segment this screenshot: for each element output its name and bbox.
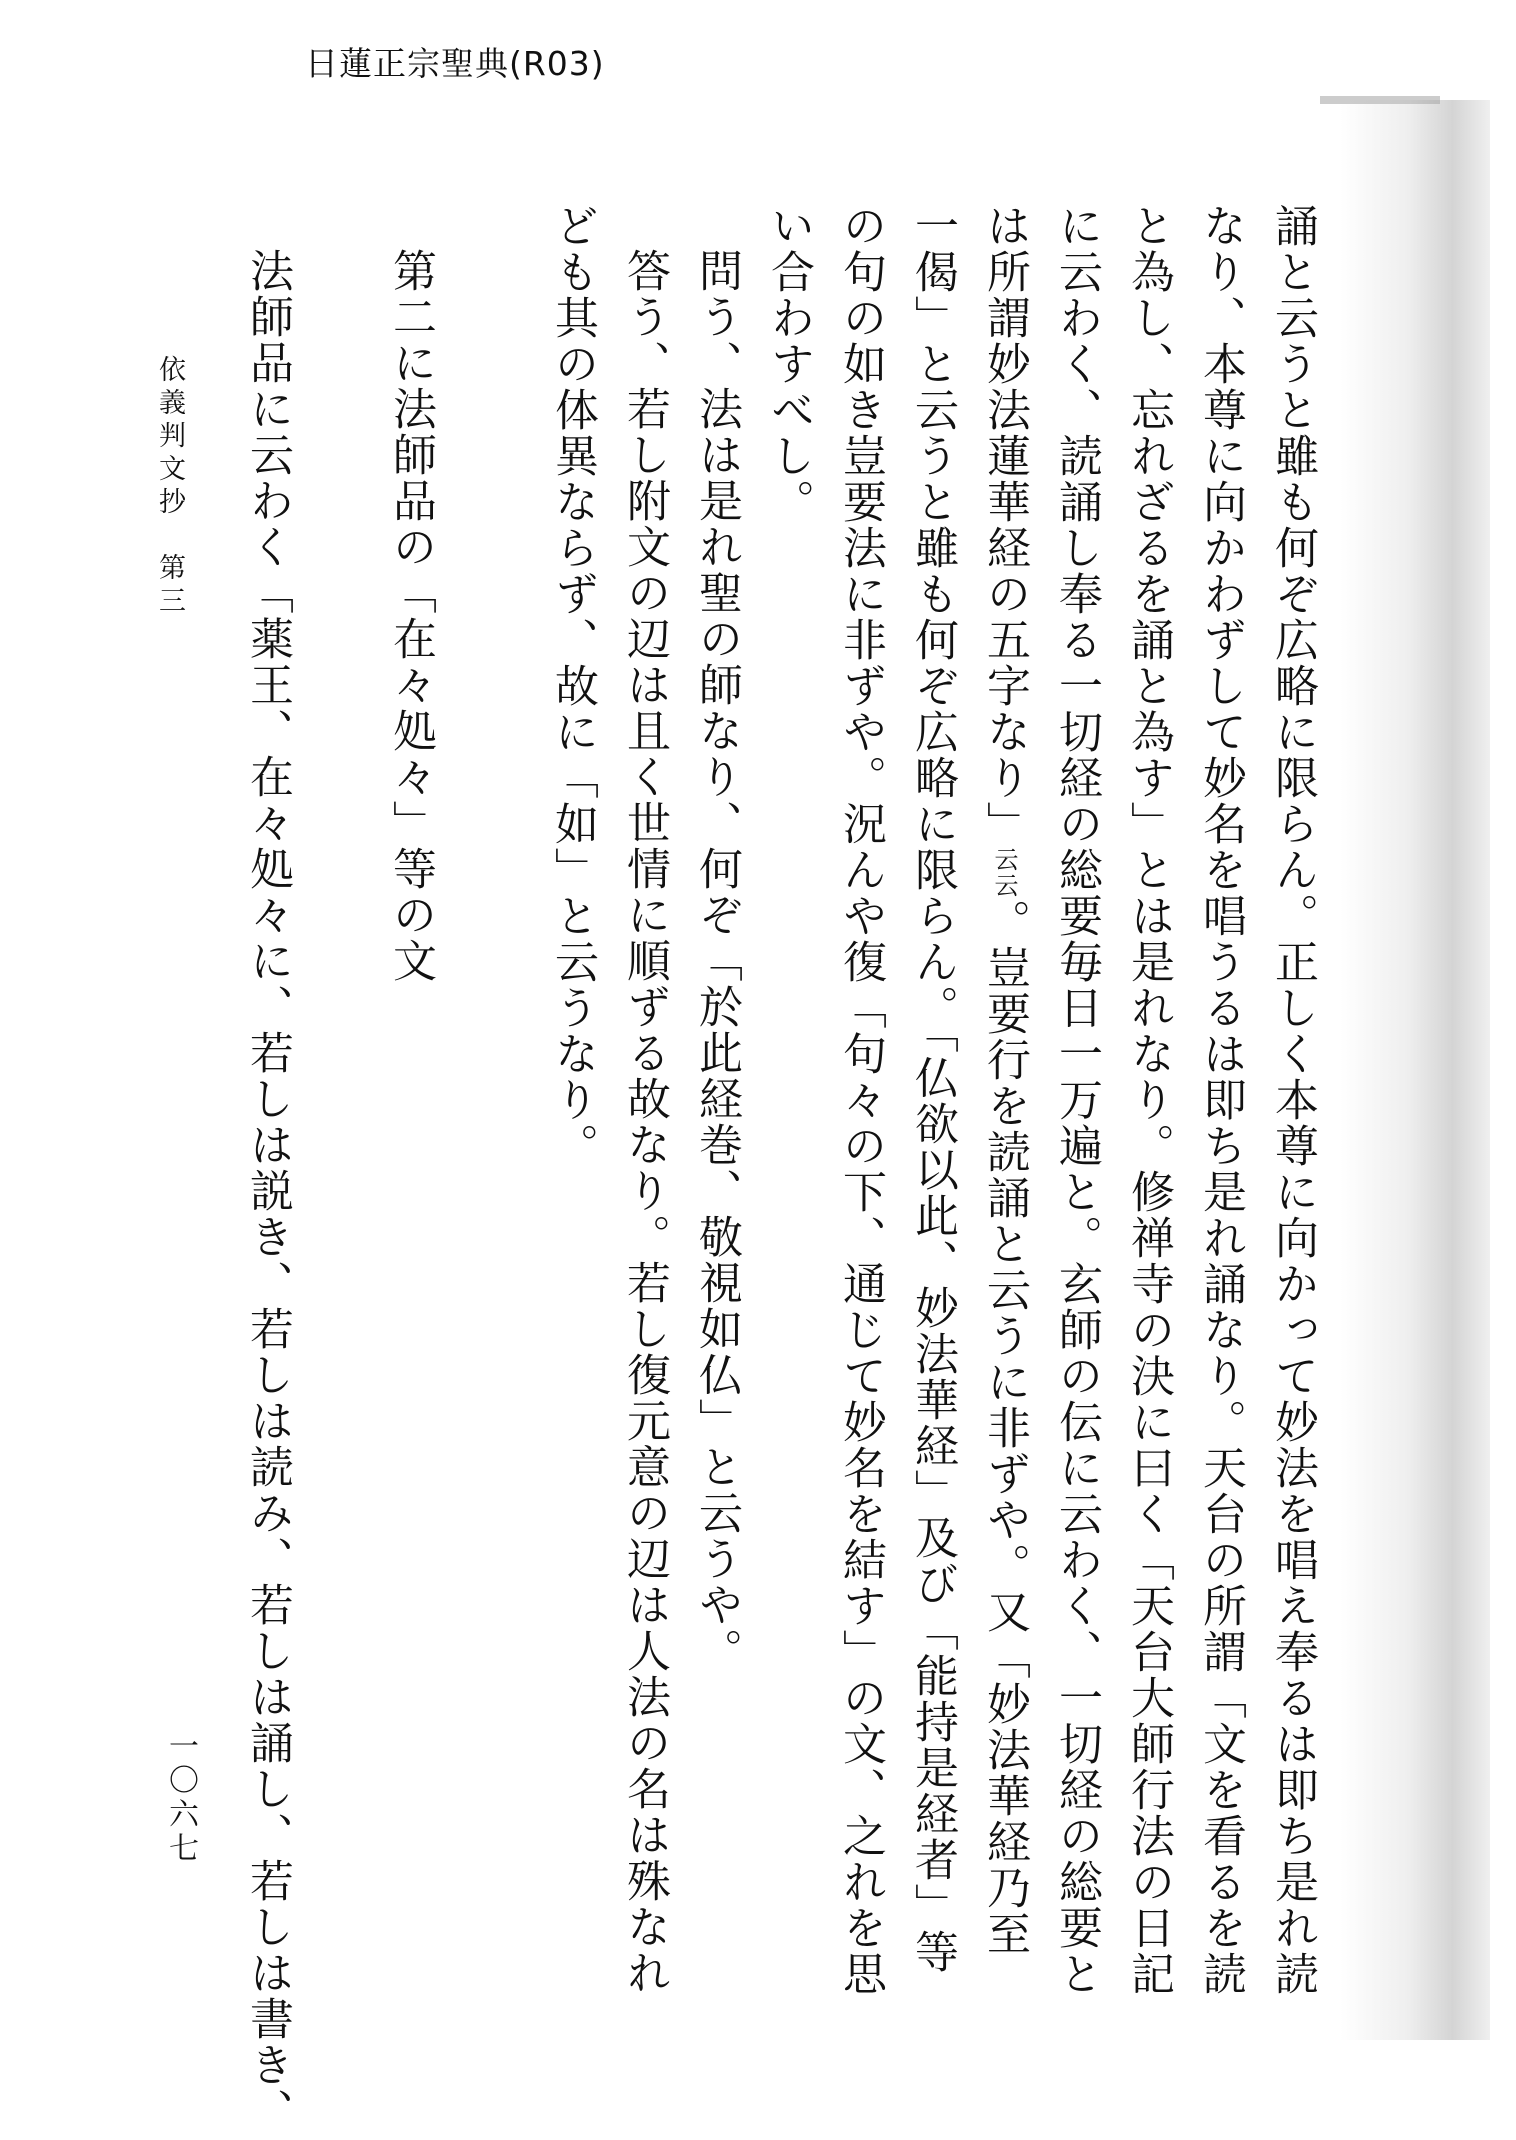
text-line-13: 法師品に云わく「薬王、在々処々に、若しは説き、若しは読み、若しは誦し、若しは書き、 <box>242 248 293 2134</box>
text-line-6: 一偈」と云うと雖も何ぞ広略に限らん。「仏欲以此、妙法華経」及び「能持是経者」等 <box>907 203 958 1975</box>
text-line-2: なり、本尊に向かわずして妙名を唱うるは即ち是れ誦なり。天台の所謂「文を看るを読 <box>1195 203 1246 1997</box>
page-number: 一〇六七 <box>163 1730 198 1866</box>
text-line-10-answer: 答う、若し附文の辺は且く世情に順ずる故なり。若し復元意の辺は人法の名は殊なれ <box>619 248 670 1996</box>
text-line-11: ども其の体異ならず、故に「如」と云うなり。 <box>547 203 598 1169</box>
footer-book-title: 依義判文抄 第三 <box>154 355 185 619</box>
section-heading: 第二に法師品の「在々処々」等の文 <box>385 248 436 984</box>
text-line-5: は所謂妙法蓮華経の五字なり」云云。豈要行を読誦と云うに非ずや。又「妙法華経乃至 <box>979 203 1030 1957</box>
text-line-8: い合わすべし。 <box>763 203 814 525</box>
page-header-title: 日蓮正宗聖典(R03) <box>305 44 605 83</box>
text-line-4: に云わく、読誦し奉る一切経の総要毎日一万遍と。玄師の伝に云わく、一切経の総要と <box>1051 203 1102 1997</box>
text-line-1: 誦と云うと雖も何ぞ広略に限らん。正しく本尊に向かって妙法を唱え奉るは即ち是れ読 <box>1267 203 1318 1997</box>
text-line-9-question: 問う、法は是れ聖の師なり、何ぞ「於此経巻、敬視如仏」と云うや。 <box>691 248 742 1674</box>
text-line-3: と為し、忘れざるを誦と為す」とは是れなり。修禅寺の決に曰く「天台大師行法の日記 <box>1123 203 1174 1997</box>
unnun-note: 云云 <box>990 847 1018 899</box>
scan-edge-shadow <box>1340 100 1490 2040</box>
text-line-7: の句の如き豈要法に非ずや。況んや復「句々の下、通じて妙名を結す」の文、之れを思 <box>835 203 886 1997</box>
